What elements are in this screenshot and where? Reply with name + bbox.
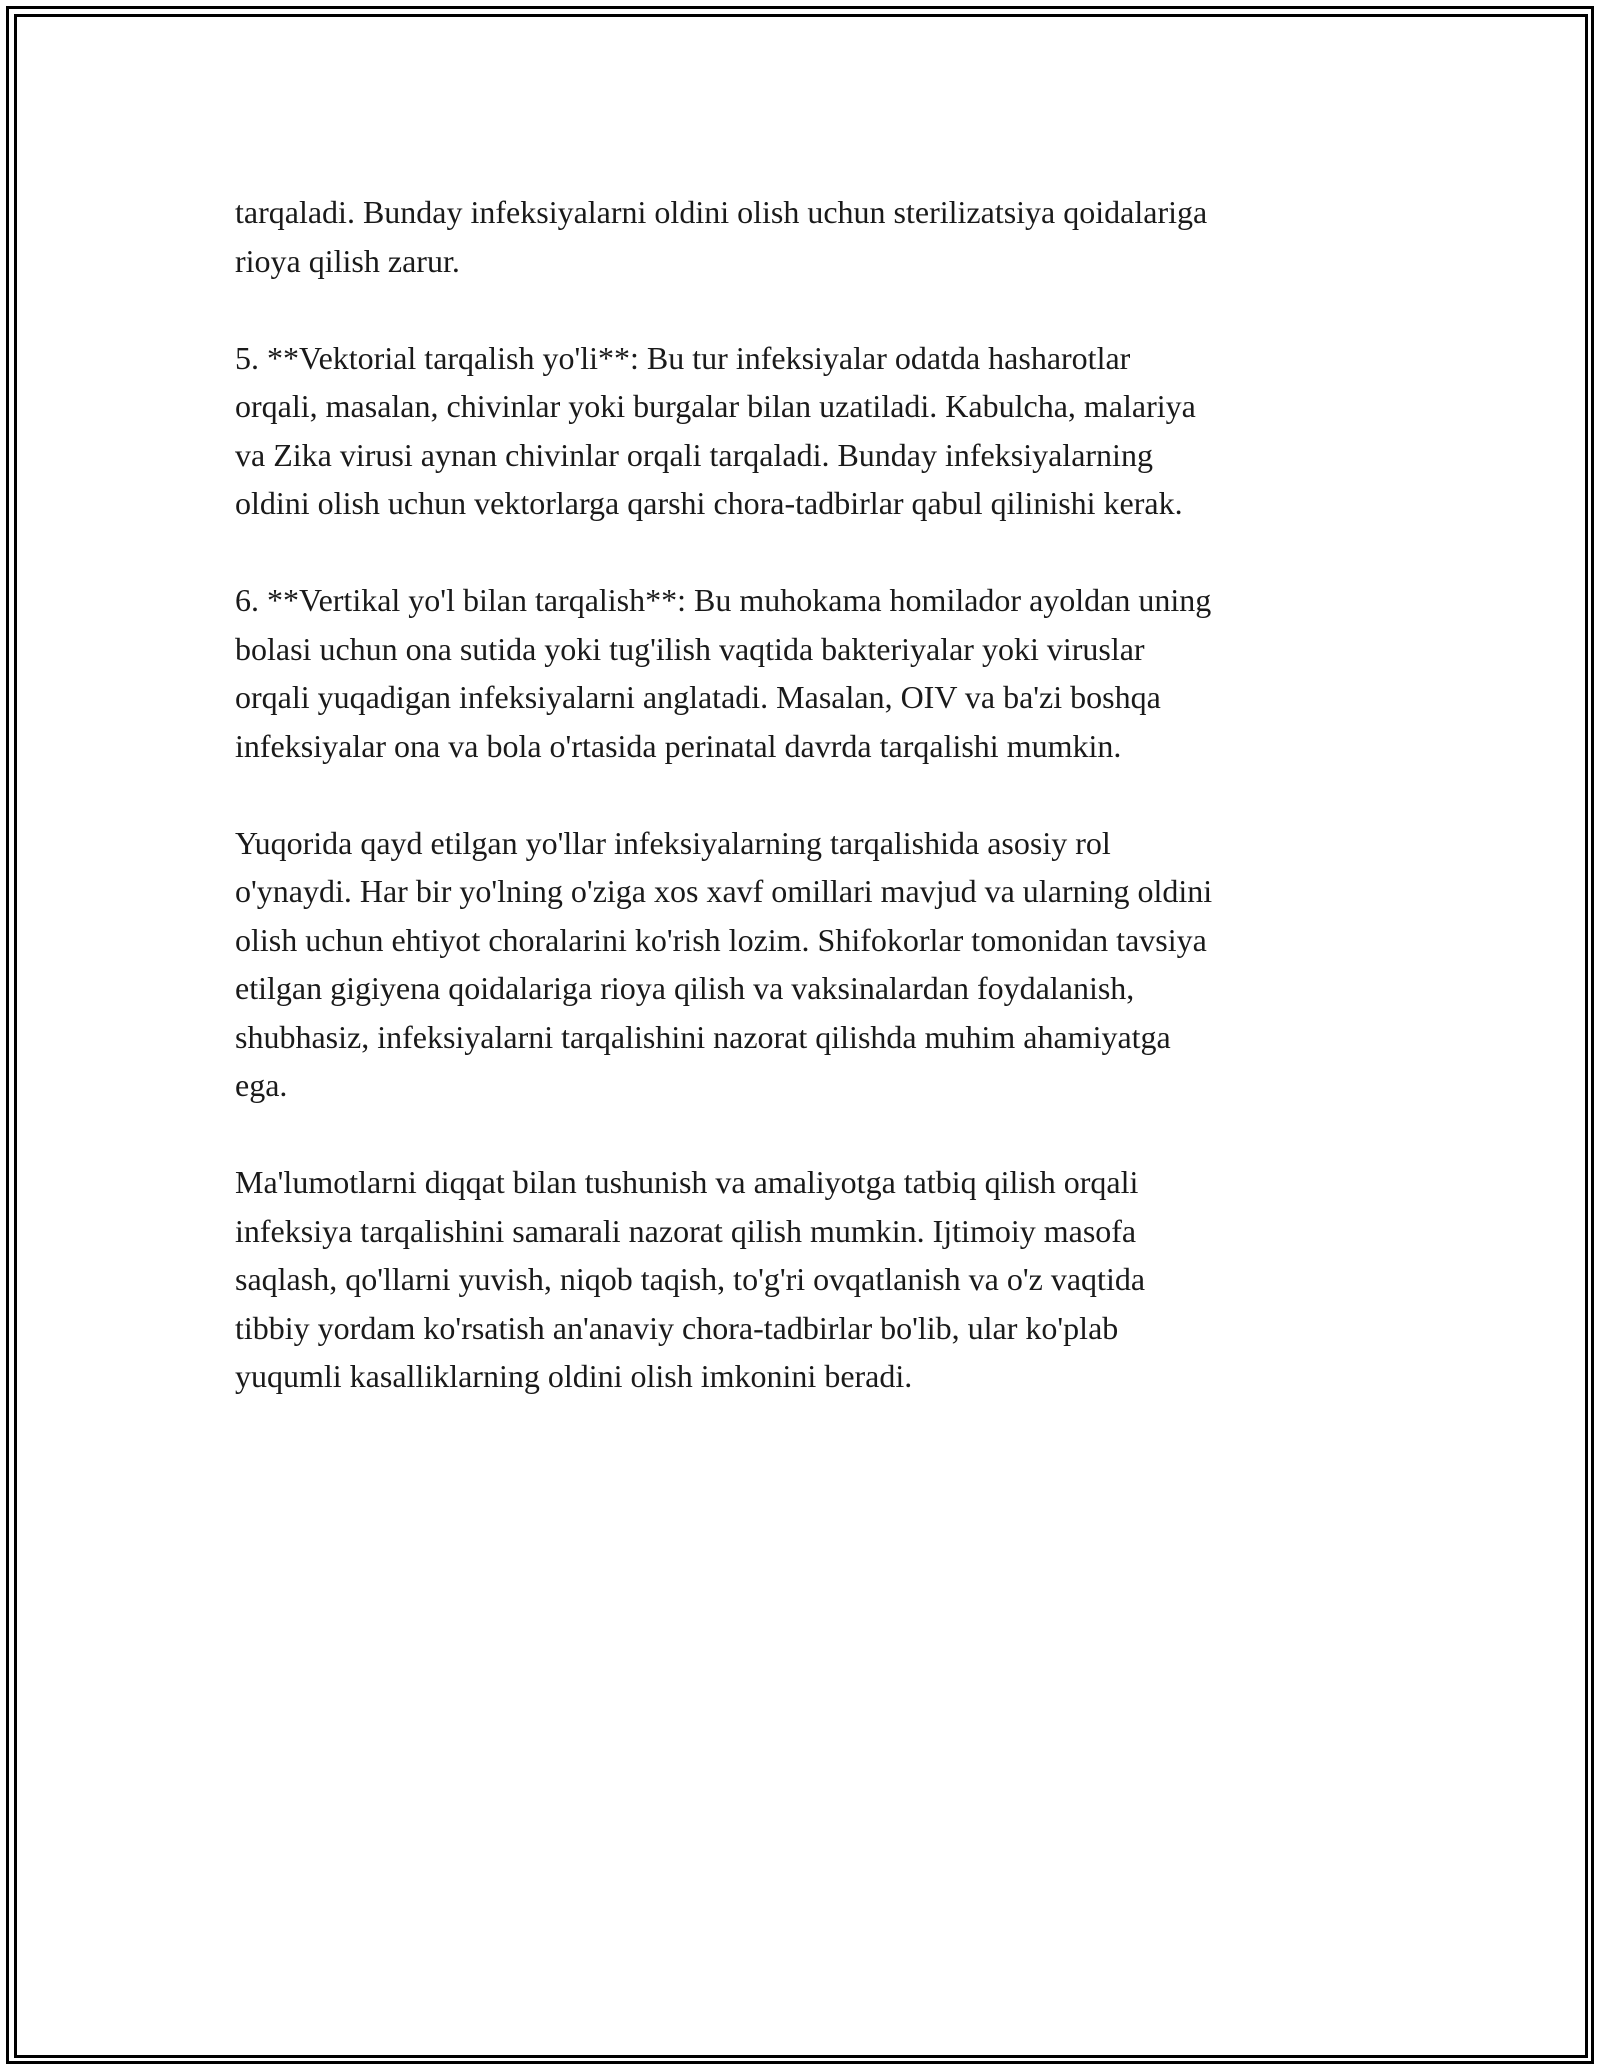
text-line: va Zika virusi aynan chivinlar orqali tarqaladi. Bunday infeksiyalarning: [235, 436, 1153, 473]
text-line: rioya qilish zarur.: [235, 242, 460, 279]
text-line: bolasi uchun ona sutida yoki tug'ilish vaqtida bakteriyalar yoki viruslar: [235, 630, 1145, 667]
text-line: oldini olish uchun vektorlarga qarshi chora-tadbirlar qabul qilinishi kerak.: [235, 485, 1183, 521]
paragraph-conclusion: [235, 1158, 1365, 1401]
text-line: tarqaladi. Bunday infeksiyalarni oldini olish uchun sterilizatsiya qoidalariga: [235, 194, 1208, 230]
paragraph-vector-transmission: [235, 334, 1365, 528]
text-line: Ma'lumotlarni diqqat bilan tushunish va amaliyotga tatbiq qilish orqali: [235, 1164, 1139, 1200]
text-line: shubhasiz, infeksiyalarni tarqalishini nazorat qilishda muhim ahamiyatga: [235, 1018, 1171, 1055]
text-line: infeksiyalar ona va bola o'rtasida perinatal davrda tarqalishi mumkin.: [235, 727, 1122, 764]
text-line: o'ynaydi. Har bir yo'lning o'ziga xos xavf omillari mavjud va ularning oldini: [235, 873, 1213, 909]
text-line: orqali yuqadigan infeksiyalarni anglatadi. Masalan, OIV va ba'zi boshqa: [235, 679, 1161, 715]
text-line: olish uchun ehtiyot choralarini ko'rish lozim. Shifokorlar tomonidan tavsiya: [235, 921, 1207, 958]
document-body: [235, 188, 1365, 1449]
paragraph-vertical-transmission: [235, 576, 1365, 770]
text-line: 5. **Vektorial tarqalish yo'li**: Bu tur infeksiyalar odatda hasharotlar: [235, 339, 1131, 376]
text-line: tibbiy yordam ko'rsatish an'anaviy chora-tadbirlar bo'lib, ular ko'plab: [235, 1309, 1119, 1346]
text-line: infeksiya tarqalishini samarali nazorat qilish mumkin. Ijtimoiy masofa: [235, 1212, 1137, 1249]
paragraph-summary: [235, 819, 1365, 1110]
text-line: ega.: [235, 1067, 288, 1103]
text-line: Yuqorida qayd etilgan yo'llar infeksiyalarning tarqalishida asosiy rol: [235, 824, 1111, 861]
text-line: saqlash, qo'llarni yuvish, niqob taqish, to'g'ri ovqatlanish va o'z vaqtida: [235, 1261, 1146, 1297]
text-line: yuqumli kasalliklarning oldini olish imkonini beradi.: [235, 1358, 913, 1394]
paragraph-sterilization: [235, 188, 1365, 285]
text-line: 6. **Vertikal yo'l bilan tarqalish**: Bu muhokama homilador ayoldan uning: [235, 582, 1212, 618]
text-line: etilgan gigiyena qoidalariga rioya qilish va vaksinalardan foydalanish,: [235, 970, 1135, 1006]
text-line: orqali, masalan, chivinlar yoki burgalar bilan uzatiladi. Kabulcha, malariya: [235, 388, 1196, 424]
